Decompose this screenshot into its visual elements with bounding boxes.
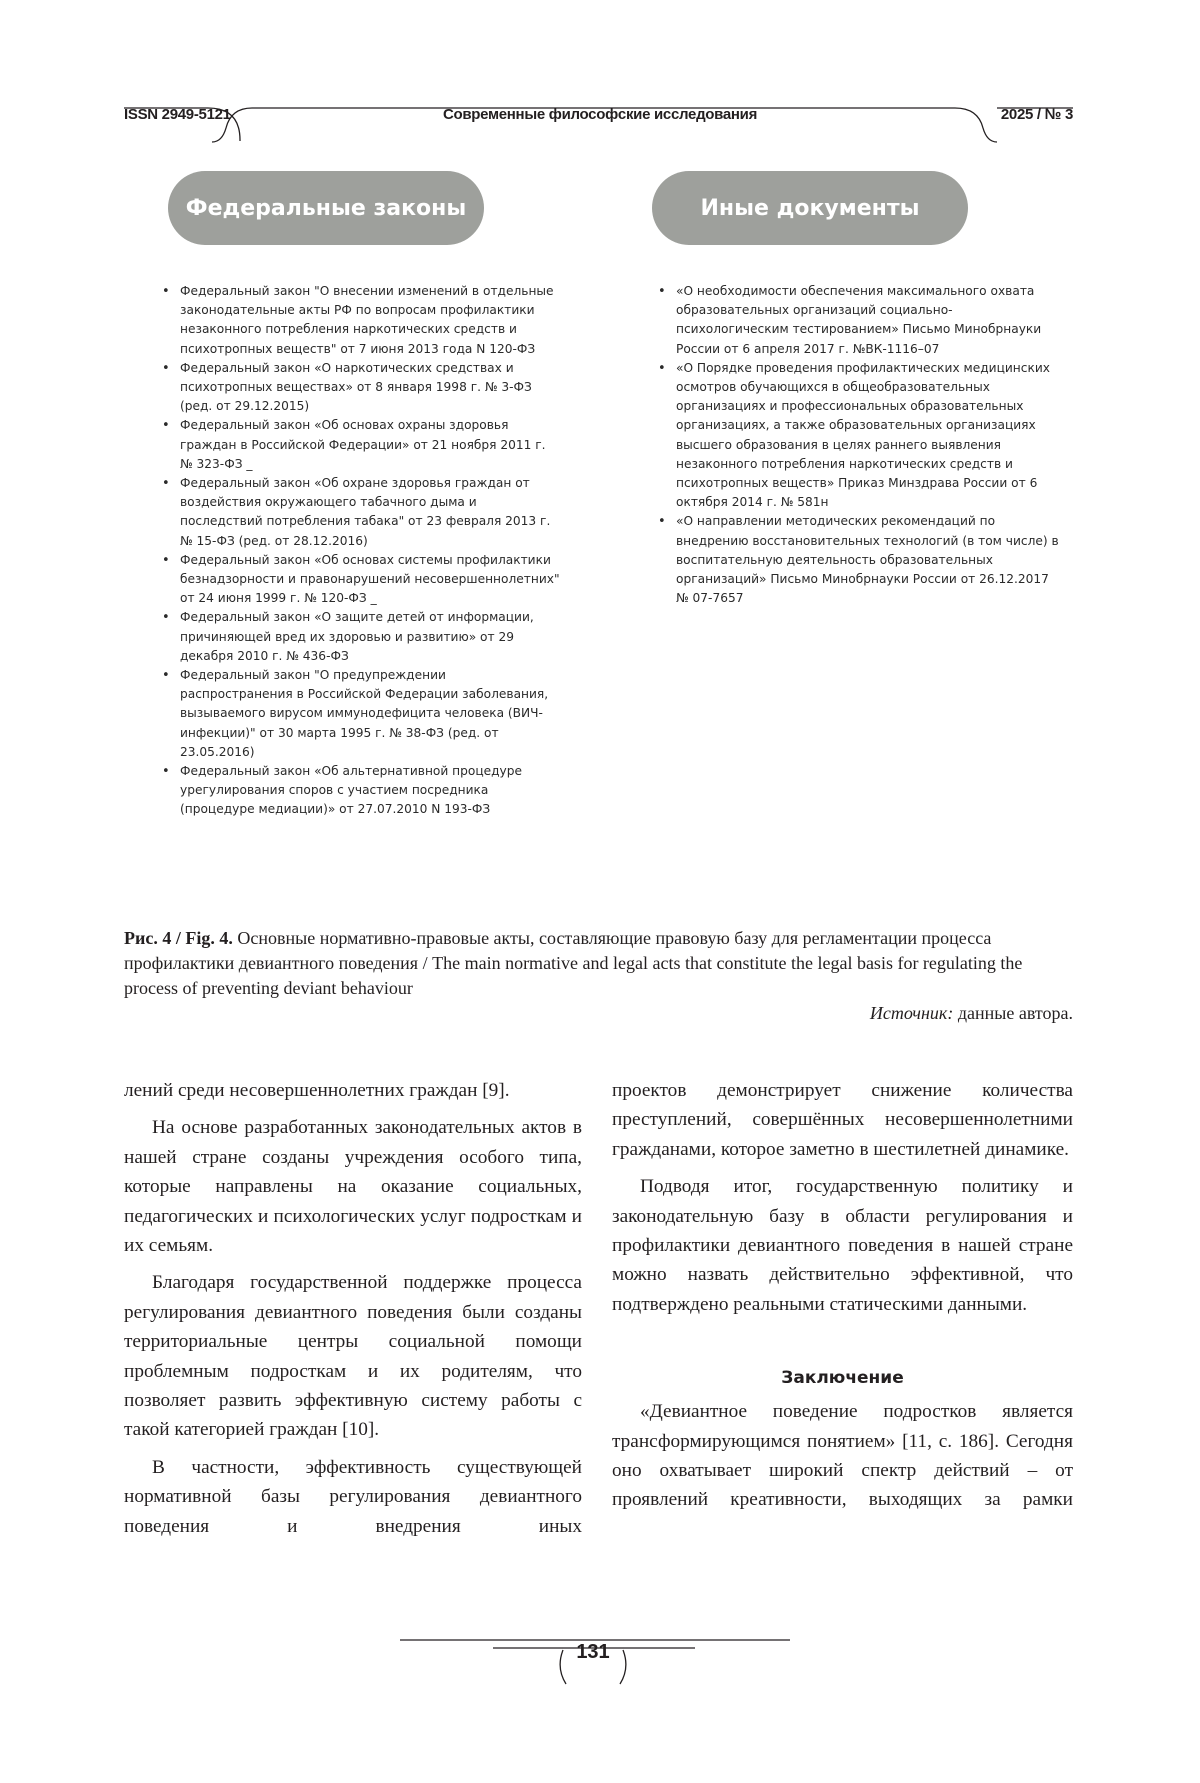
issn-label: ISSN 2949-5121 xyxy=(124,106,231,123)
caption-label: Рис. 4 / Fig. 4. xyxy=(124,928,233,948)
list-item: • «О направлении методических рекомендаций по внедрению восстановительных технологий (в том числе) в воспитательную деятельность образовательных организаций» Письмо Минобрнауки России от 26.12.2017 № 07-7657 xyxy=(676,512,1060,608)
paragraph: В частности, эффективность существующей нормативной базы регулирования девиантного поведения и внедрения иных xyxy=(124,1456,582,1537)
paragraph: проектов демонстрирует снижение количества преступлений, совершённых несовершеннолетними гражданами, которое заметно в шестилетней динамике. xyxy=(612,1080,1073,1160)
federal-laws-list xyxy=(160,282,560,820)
paragraph: лений среди несовершеннолетних граждан [9]. xyxy=(124,1080,510,1101)
journal-title: Современные философские исследования xyxy=(442,106,758,123)
paragraph: На основе разработанных законодательных актов в нашей стране созданы учреждения особого типа, которые направлены на оказание социальных, педагогических и психологических услуг подросткам и их семьям. xyxy=(124,1117,582,1257)
issue-label: 2025 / № 3 xyxy=(1000,106,1073,123)
source-label: Источник: xyxy=(869,1003,954,1023)
list-item: • Федеральный закон «О наркотических средствах и психотропных веществах» от 8 января 1998 г. № 3-ФЗ (ред. от 29.12.2015) xyxy=(180,359,560,417)
pill-other-documents xyxy=(652,171,968,245)
list-item: • Федеральный закон «Об охране здоровья граждан от воздействия окружающего табачного дыма и последствий потребления табака" от 23 февраля 2013 г. № 15-ФЗ (ред. от 28.12.2016) xyxy=(180,474,560,551)
conclusion-heading: Заключение xyxy=(781,1368,904,1389)
list-item: • Федеральный закон «Об альтернативной процедуре урегулирования споров с участием посредника (процедуре медиации)» от 27.07.2010 N 193-ФЗ xyxy=(180,762,560,820)
pill-federal-laws xyxy=(168,171,484,245)
list-item: • Федеральный закон "О внесении изменений в отдельные законодательные акты РФ по вопросам профилактики незаконного потребления наркотических средств и психотропных веществ" от 7 июня 2013 года N 120-ФЗ xyxy=(180,282,560,359)
caption-text: Основные нормативно-правовые акты, составляющие правовую базу для регламентации процесса профилактики девиантного поведения / The main normative and legal acts that constitute the legal basis for regulating the process of preventing deviant behaviour xyxy=(124,928,1023,998)
list-item: • Федеральный закон «Об основах системы профилактики безнадзорности и правонарушений несовершеннолетних" от 24 июня 1999 г. № 120-ФЗ _ xyxy=(180,551,560,609)
list-item: • Федеральный закон «Об основах охраны здоровья граждан в Российской Федерации» от 21 ноября 2011 г. № 323-ФЗ _ xyxy=(180,416,560,474)
page-number: 131 xyxy=(576,1641,610,1663)
paragraph: Подводя итог, государственную политику и законодательную базу в области регулирования и профилактики девиантного поведения в нашей стране можно назвать действительно эффективной, что подтверждено реальными статическими данными. xyxy=(612,1176,1073,1315)
body-right-column xyxy=(612,1076,1073,1523)
body-left-column xyxy=(124,1076,582,1549)
paragraph: «Девиантное поведение подростков является трансформирующимся понятием» [11, с. 186]. Сегодня оно охватывает широкий спектр действий – от проявлений креативности, выходящих за рамки xyxy=(612,1401,1073,1511)
pill-federal-laws-label: Федеральные законы xyxy=(185,195,467,221)
header-rules xyxy=(0,0,1200,160)
list-item: • «О Порядке проведения профилактических медицинских осмотров обучающихся в общеобразовательных организациях и профессиональных образовательных организациях, а также образовательных организациях высшего образования в целях раннего выявления незаконного потребления наркотических средств и психотропных веществ» Приказ Минздрава России от 6 октября 2014 г. № 581н xyxy=(676,359,1060,513)
figure-caption xyxy=(124,926,1074,1001)
pill-other-documents-label: Иные документы xyxy=(700,195,920,221)
list-item: • Федеральный закон "О предупреждении распространения в Российской Федерации заболевания, вызываемого вирусом иммунодефицита человека (ВИЧ-инфекции)" от 30 марта 1995 г. № 38-ФЗ (ред. от 23.05.2016) xyxy=(180,666,560,762)
figure-source xyxy=(870,1001,1073,1026)
paragraph: Благодаря государственной поддержке процесса регулирования девиантного поведения были созданы территориальные центры социальной помощи проблемным подросткам и их родителям, что позволяет развить эффективную систему работы с такой категорией граждан [10]. xyxy=(124,1272,582,1441)
list-item: • Федеральный закон «О защите детей от информации, причиняющей вред их здоровью и развитию» от 29 декабря 2010 г. № 436-ФЗ xyxy=(180,608,560,666)
other-documents-list xyxy=(656,282,1060,608)
source-text: данные автора. xyxy=(953,1003,1073,1023)
list-item: • «О необходимости обеспечения максимального охвата образовательных организаций социально-психологическим тестированием» Письмо Минобрнауки России от 6 апреля 2017 г. №ВК-1116–07 xyxy=(676,282,1060,359)
